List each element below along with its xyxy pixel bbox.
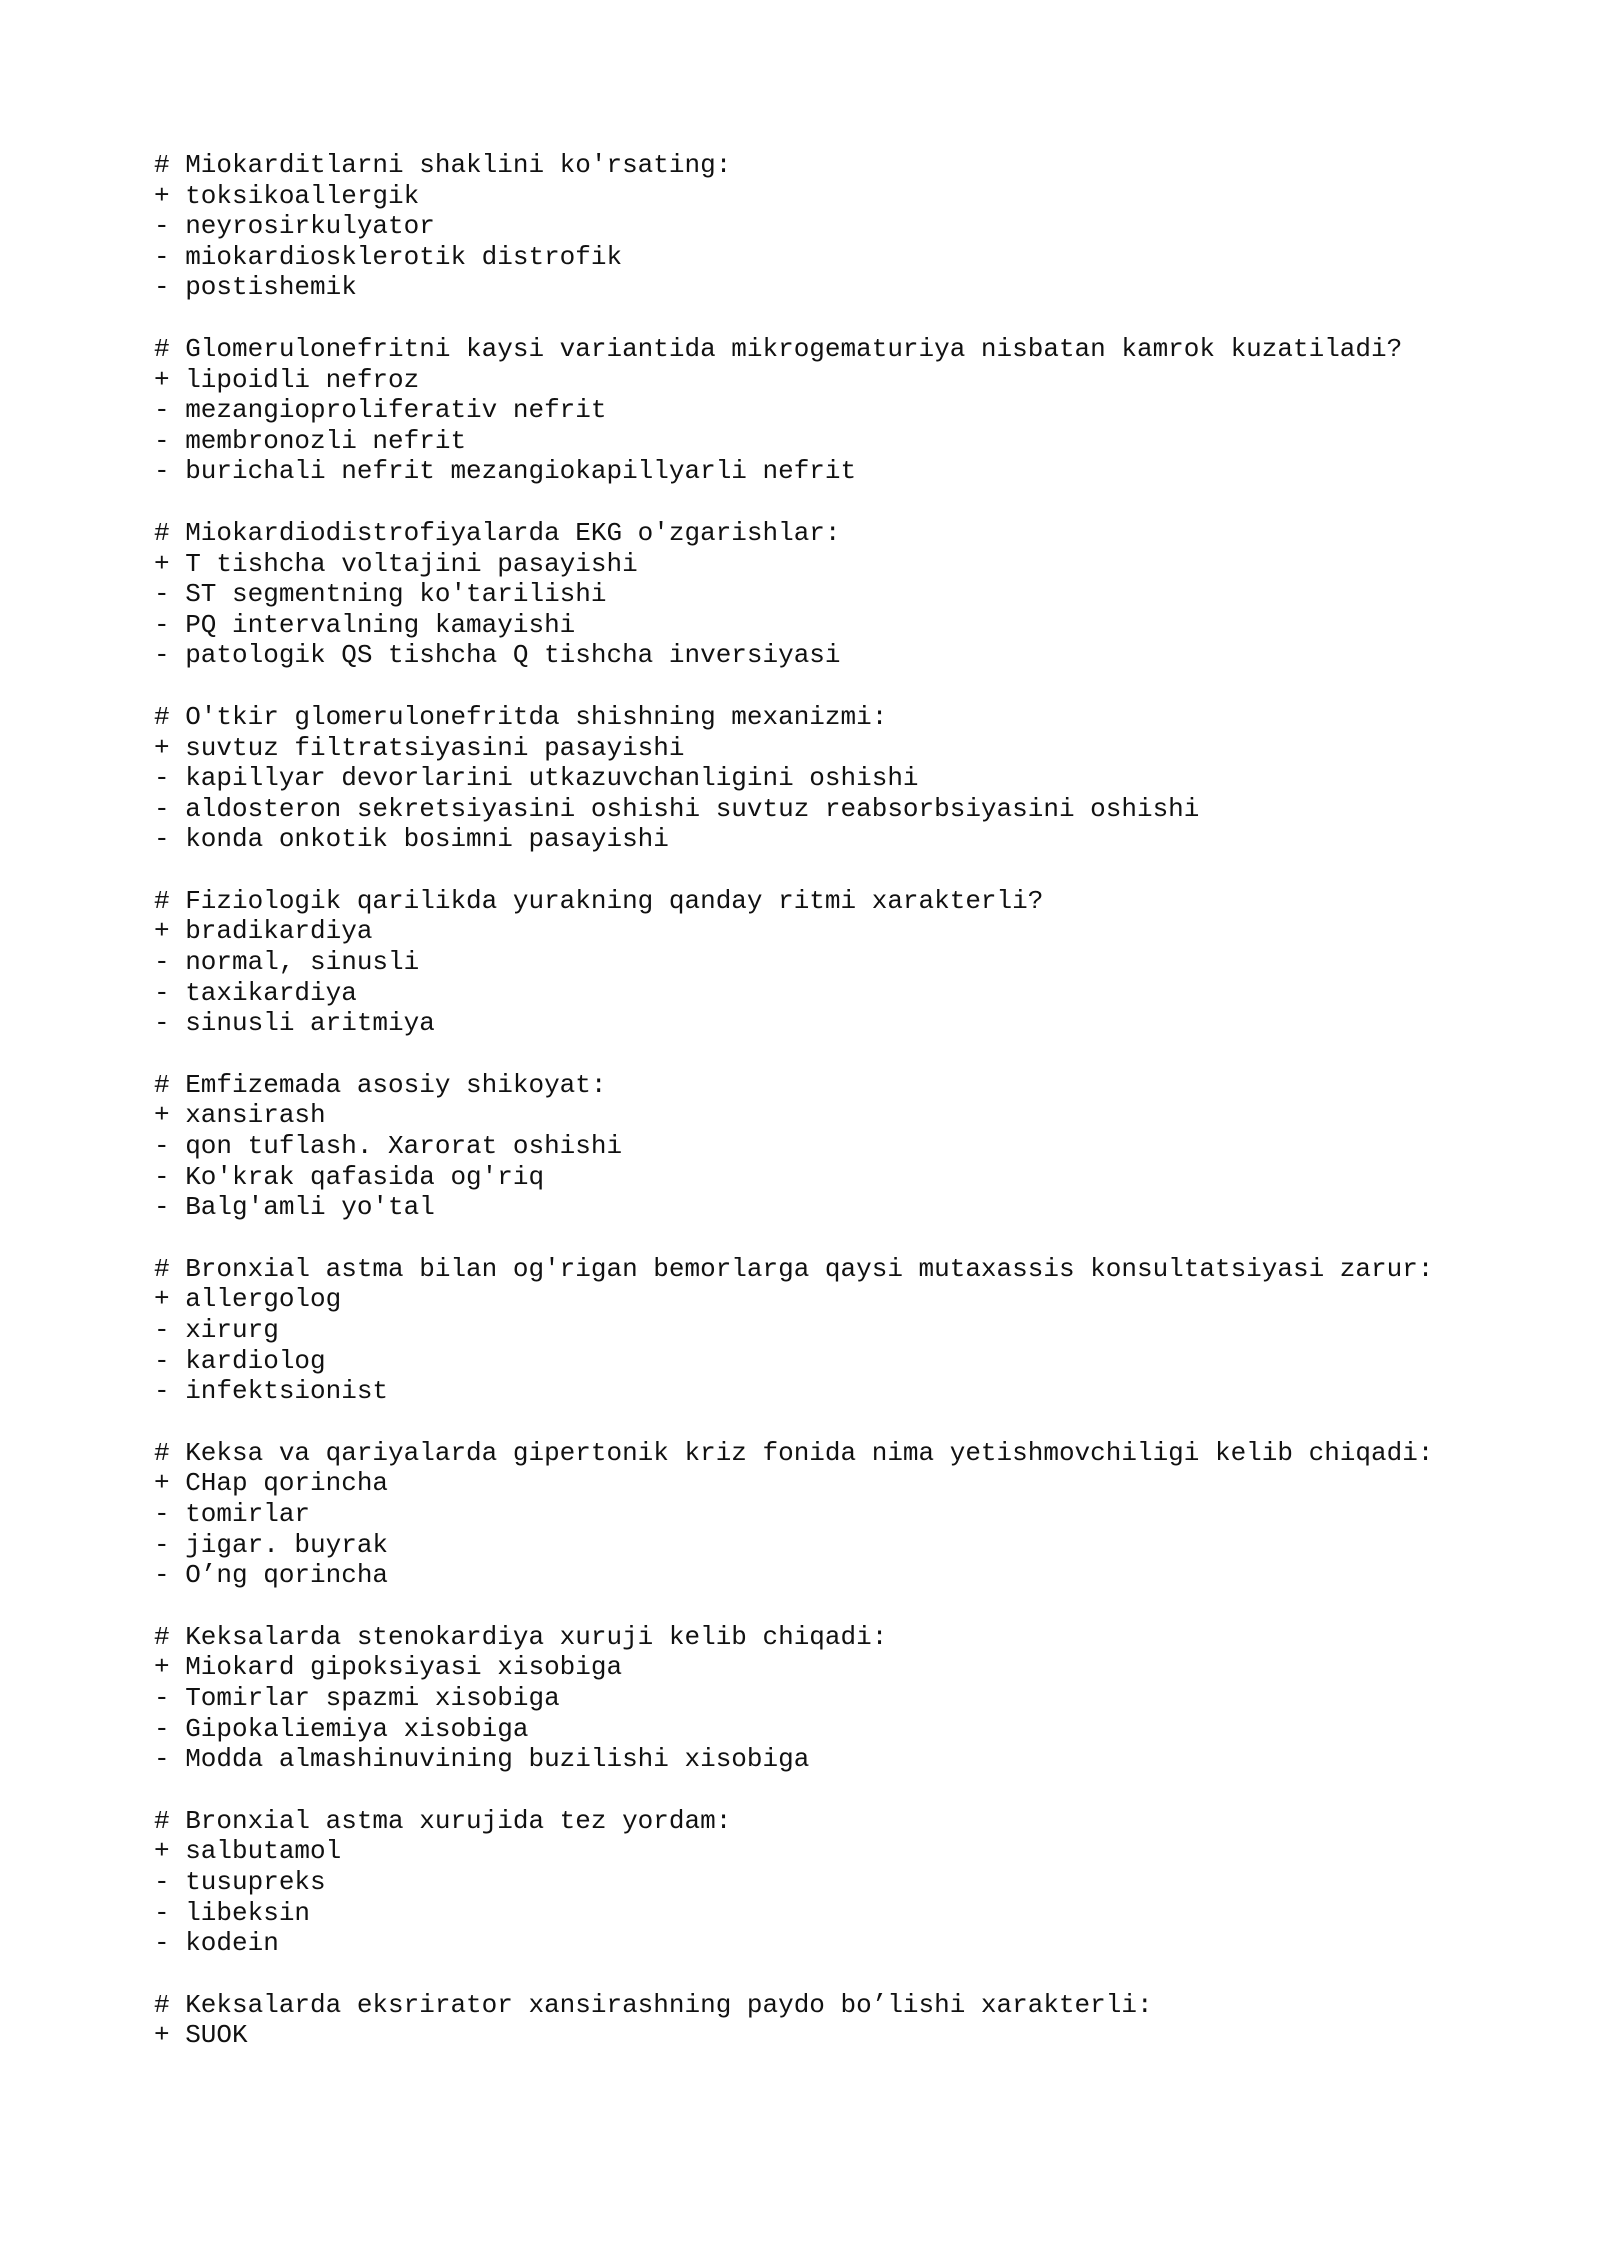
answer-correct: + bradikardiya bbox=[154, 916, 373, 947]
answer-option: - libeksin bbox=[154, 1897, 311, 1928]
question-text: # Glomerulonefritni kaysi variantida mikrogematuriya nisbatan kamrok kuzatiladi? bbox=[154, 333, 1403, 364]
answer-correct: + allergolog bbox=[154, 1284, 342, 1315]
answer-option: - ST segmentning ko'tarilishi bbox=[154, 579, 607, 610]
question-text: # Miokarditlarni shaklini ko'rsating: bbox=[154, 150, 732, 180]
answer-correct: + suvtuz filtratsiyasini pasayishi bbox=[154, 732, 685, 763]
question-text: # Emfizemada asosiy shikoyat: bbox=[154, 1069, 607, 1100]
answer-correct: + xansirash bbox=[154, 1100, 326, 1131]
answer-correct: + salbutamol bbox=[154, 1836, 342, 1867]
answer-option: - Balg'amli yo'tal bbox=[154, 1192, 435, 1223]
question-block bbox=[154, 1990, 1474, 2051]
question-text: # Keksalarda stenokardiya xuruji kelib chiqadi: bbox=[154, 1621, 888, 1652]
question-block bbox=[154, 150, 1474, 303]
answer-correct: + Miokard gipoksiyasi xisobiga bbox=[154, 1652, 623, 1683]
answer-correct: + T tishcha voltajini pasayishi bbox=[154, 548, 638, 579]
answer-option: - tomirlar bbox=[154, 1498, 311, 1529]
answer-correct: + toksikoallergik bbox=[154, 180, 420, 211]
question-text: # Fiziologik qarilikda yurakning qanday ritmi xarakterli? bbox=[154, 885, 1044, 916]
question-text: # O'tkir glomerulonefritda shishning mexanizmi: bbox=[154, 701, 888, 732]
question-block bbox=[154, 1254, 1474, 1407]
answer-correct: + CHap qorincha bbox=[154, 1468, 389, 1499]
answer-option: - konda onkotik bosimni pasayishi bbox=[154, 824, 669, 855]
answer-option: - sinusli aritmiya bbox=[154, 1008, 435, 1039]
answer-option: - kardiolog bbox=[154, 1345, 326, 1376]
question-block bbox=[154, 518, 1474, 671]
question-block bbox=[154, 1806, 1474, 1959]
question-text: # Keksalarda eksrirator xansirashning paydo bo’lishi xarakterli: bbox=[154, 1989, 1153, 2020]
answer-option: - taxikardiya bbox=[154, 977, 357, 1008]
question-text: # Bronxial astma xurujida tez yordam: bbox=[154, 1805, 732, 1836]
answer-option: - mezangioproliferativ nefrit bbox=[154, 395, 607, 426]
answer-option: - Gipokaliemiya xisobiga bbox=[154, 1713, 529, 1744]
answer-option: - postishemik bbox=[154, 272, 357, 303]
question-block bbox=[154, 334, 1474, 487]
answer-option: - kodein bbox=[154, 1928, 279, 1959]
question-block bbox=[154, 1438, 1474, 1591]
answer-option: - burichali nefrit mezangiokapillyarli nefrit bbox=[154, 456, 857, 487]
answer-option: - PQ intervalning kamayishi bbox=[154, 609, 576, 640]
answer-correct: + lipoidli nefroz bbox=[154, 364, 420, 395]
question-block bbox=[154, 1622, 1474, 1775]
question-block bbox=[154, 1070, 1474, 1223]
answer-option: - patologik QS tishcha Q tishcha inversiyasi bbox=[154, 640, 841, 671]
answer-option: - neyrosirkulyator bbox=[154, 211, 435, 242]
question-block bbox=[154, 702, 1474, 855]
answer-correct: + SUOK bbox=[154, 2020, 248, 2051]
answer-option: - qon tuflash. Xarorat oshishi bbox=[154, 1131, 623, 1162]
document-page bbox=[154, 150, 1474, 2051]
answer-option: - O’ng qorincha bbox=[154, 1560, 389, 1591]
answer-option: - miokardiosklerotik distrofik bbox=[154, 241, 623, 272]
answer-option: - tusupreks bbox=[154, 1866, 326, 1897]
answer-option: - Tomirlar spazmi xisobiga bbox=[154, 1682, 560, 1713]
answer-option: - xirurg bbox=[154, 1315, 279, 1345]
answer-option: - membronozli nefrit bbox=[154, 425, 467, 456]
question-block bbox=[154, 886, 1474, 1039]
answer-option: - Ko'krak qafasida og'riq bbox=[154, 1161, 545, 1192]
answer-option: - Modda almashinuvining buzilishi xisobiga bbox=[154, 1744, 810, 1775]
answer-option: - aldosteron sekretsiyasini oshishi suvtuz reabsorbsiyasini oshishi bbox=[154, 793, 1200, 824]
question-text: # Miokardiodistrofiyalarda EKG o'zgarishlar: bbox=[154, 517, 841, 548]
answer-option: - normal, sinusli bbox=[154, 947, 420, 978]
answer-option: - kapillyar devorlarini utkazuvchanligini oshishi bbox=[154, 763, 919, 794]
answer-option: - jigar. buyrak bbox=[154, 1529, 389, 1560]
question-text: # Bronxial astma bilan og'rigan bemorlarga qaysi mutaxassis konsultatsiyasi zarur: bbox=[154, 1253, 1434, 1284]
answer-option: - infektsionist bbox=[154, 1376, 389, 1407]
question-text: # Keksa va qariyalarda gipertonik kriz fonida nima yetishmovchiligi kelib chiqadi: bbox=[154, 1437, 1434, 1468]
